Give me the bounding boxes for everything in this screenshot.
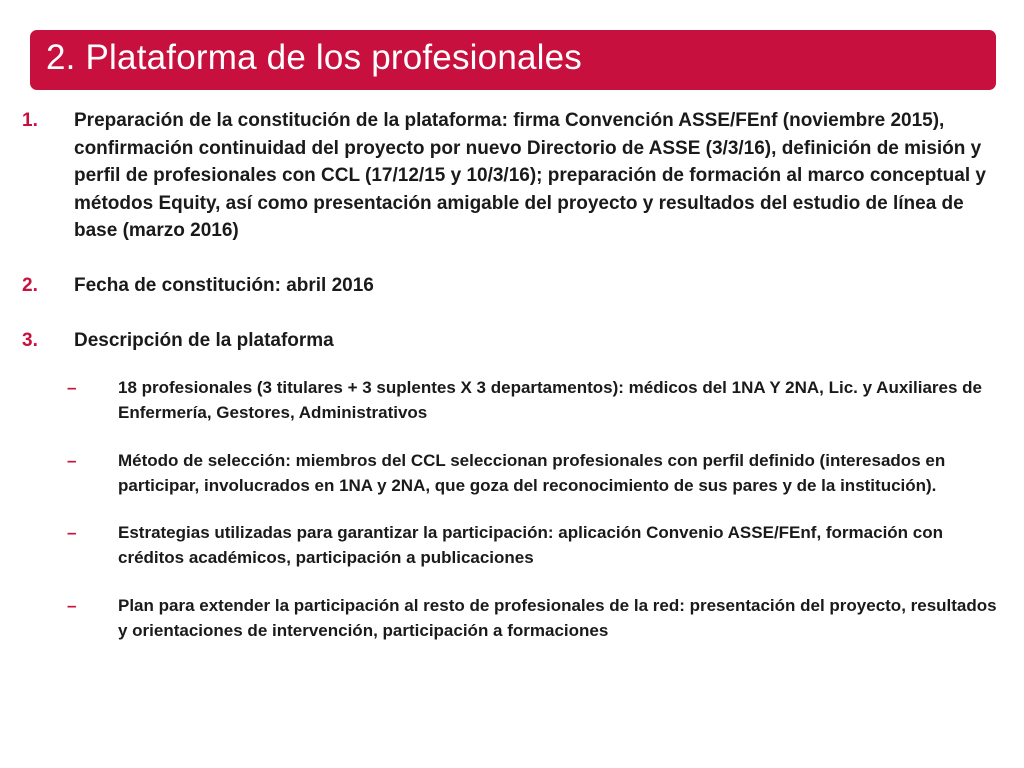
slide-title: 2. Plataforma de los profesionales bbox=[46, 38, 582, 77]
list-item-text: Fecha de constitución: abril 2016 bbox=[74, 274, 374, 296]
list-item-text: Preparación de la constitución de la plataforma: firma Convención ASSE/FEnf (noviembre 2015), confirmación continuidad del proyecto por nuevo Directorio de ASSE (3/3/16), definición de misión y perfil de profesionales con CCL (17/12/15 y 10/3/16); preparación de formación al marco conceptual y métodos Equity, así como presentación amigable del proyecto y resultados del estudio de línea de base (marzo 2016) bbox=[74, 110, 986, 242]
subitem-estrategias bbox=[67, 521, 1002, 570]
subitem-text: Método de selección: miembros del CCL seleccionan profesionales con perfil definido (interesados en participar, involucrados en 1NA y 2NA, que goza del reconocimiento de sus pares y de la institución). bbox=[118, 451, 946, 495]
title-bar bbox=[30, 30, 996, 90]
subitem-text: Estrategias utilizadas para garantizar la participación: aplicación Convenio ASSE/FEnf, formación con créditos académicos, participación a publicaciones bbox=[118, 523, 944, 567]
dash-marker: – bbox=[67, 596, 77, 616]
list-item-text: Descripción de la plataforma bbox=[74, 329, 334, 351]
list-item-number: 2. bbox=[22, 274, 38, 296]
list-item-number: 1. bbox=[22, 110, 38, 131]
subitem-metodo-seleccion bbox=[67, 449, 1002, 498]
dash-marker: – bbox=[67, 378, 77, 398]
subitem-text: 18 profesionales (3 titulares + 3 suplentes X 3 departamentos): médicos del 1NA Y 2NA, Lic. y Auxiliares de Enfermería, Gestores, Administrativos bbox=[118, 378, 983, 422]
dash-marker: – bbox=[67, 523, 77, 543]
subitem-plan bbox=[67, 594, 1002, 643]
list-item-fecha bbox=[22, 272, 1002, 300]
list-item-descripcion bbox=[22, 327, 1002, 355]
slide-content bbox=[22, 107, 1002, 643]
dash-marker: – bbox=[67, 451, 77, 471]
subitem-profesionales bbox=[67, 376, 1002, 425]
list-item-preparacion bbox=[22, 107, 1002, 245]
list-item-number: 3. bbox=[22, 329, 38, 351]
subitem-text: Plan para extender la participación al resto de profesionales de la red: presentación del proyecto, resultados y orientaciones de intervención, participación a formaciones bbox=[118, 596, 997, 640]
